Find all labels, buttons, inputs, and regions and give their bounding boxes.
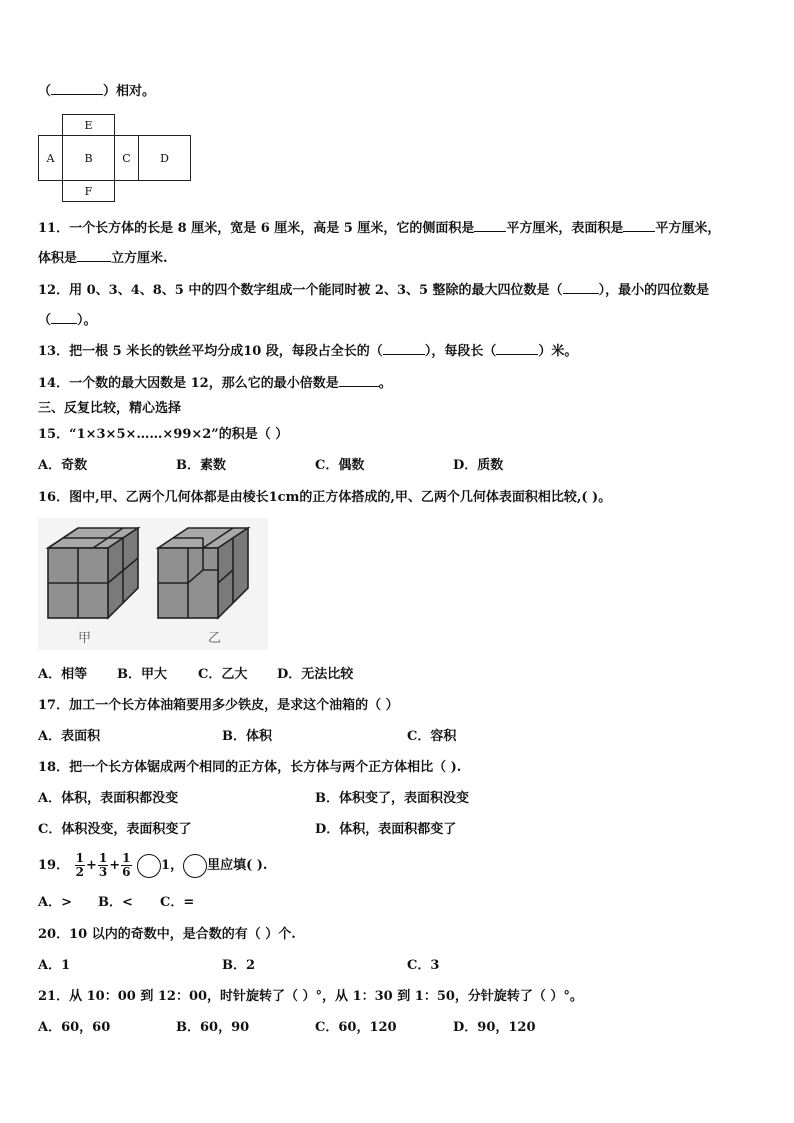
option-b[interactable]: B．体积 bbox=[222, 729, 272, 744]
q15-stem: 15．“1×3×5×……×99×2”的积是（ ） bbox=[38, 427, 289, 442]
answer-blank[interactable] bbox=[563, 281, 599, 294]
option-a[interactable]: A．奇数 bbox=[38, 458, 88, 473]
option-b[interactable]: B．< bbox=[98, 895, 133, 910]
section-heading: 三、反复比较，精心选择 bbox=[38, 401, 182, 416]
answer-blank[interactable] bbox=[496, 342, 538, 355]
circle-symbol bbox=[183, 854, 207, 878]
q11-line2: 体积是 立方厘米. bbox=[38, 251, 168, 266]
option-a[interactable]: A．表面积 bbox=[38, 729, 101, 744]
option-b[interactable]: B．60，90 bbox=[176, 1020, 250, 1035]
q17-stem: 17．加工一个长方体油箱要用多少铁皮，是求这个油箱的（ ） bbox=[38, 698, 399, 713]
q13-line: 13．把一根 5 米长的铁丝平均分成10 段，每段占全长的（ ），每段长（ ）米。 bbox=[38, 344, 578, 359]
q10-line: （ ）相对。 bbox=[38, 84, 156, 99]
q12-line1: 12．用 0、3、4、8、5 中的四个数字组成一个能同时被 2、3、5 整除的最大四位数是（ ），最小的四位数是 bbox=[38, 283, 710, 298]
answer-blank[interactable] bbox=[339, 374, 379, 387]
answer-blank[interactable] bbox=[51, 311, 77, 324]
q11-line1: 11．一个长方体的长是 8 厘米，宽是 6 厘米，高是 5 厘米，它的侧面积是 平方厘米，表面积是 平方厘米， bbox=[38, 221, 721, 236]
option-d[interactable]: D．质数 bbox=[453, 458, 504, 473]
net-face-d: D bbox=[138, 135, 191, 181]
option-b[interactable]: B．甲大 bbox=[117, 667, 167, 682]
q16-stem: 16．图中,甲、乙两个几何体都是由棱长1cm的正方体搭成的,甲、乙两个几何体表面积相比较,( )。 bbox=[38, 490, 612, 505]
q18-stem: 18．把一个长方体锯成两个相同的正方体，长方体与两个正方体相比（ ). bbox=[38, 760, 462, 775]
option-c[interactable]: C．= bbox=[160, 895, 195, 910]
net-face-f: F bbox=[62, 180, 115, 202]
fraction-half: $\frac{1}{2}$ bbox=[75, 851, 84, 879]
option-b[interactable]: B．体积变了，表面积没变 bbox=[315, 791, 469, 806]
net-face-e: E bbox=[62, 114, 115, 136]
option-c[interactable]: C．60，120 bbox=[315, 1020, 397, 1035]
option-a[interactable]: A．> bbox=[38, 895, 72, 910]
option-b[interactable]: B．素数 bbox=[176, 458, 226, 473]
q20-stem: 20．10 以内的奇数中，是合数的有（ ）个. bbox=[38, 927, 296, 942]
answer-blank[interactable] bbox=[474, 219, 506, 232]
option-b[interactable]: B．2 bbox=[222, 958, 256, 973]
option-a[interactable]: A．1 bbox=[38, 958, 71, 973]
option-a[interactable]: A．60，60 bbox=[38, 1020, 111, 1035]
fraction-sixth: $\frac{1}{6}$ bbox=[122, 851, 131, 879]
answer-blank[interactable] bbox=[77, 249, 111, 262]
option-c[interactable]: C．体积没变，表面积变了 bbox=[38, 822, 192, 837]
net-face-c: C bbox=[114, 135, 139, 181]
option-d[interactable]: D．无法比较 bbox=[277, 667, 354, 682]
q14-line: 14．一个数的最大因数是 12，那么它的最小倍数是 。 bbox=[38, 376, 392, 391]
answer-blank[interactable] bbox=[623, 219, 655, 232]
cubes-figure bbox=[38, 518, 268, 650]
fraction-third: $\frac{1}{3}$ bbox=[98, 851, 108, 879]
option-c[interactable]: C．乙大 bbox=[198, 667, 248, 682]
q12-line2: （ ）。 bbox=[38, 313, 97, 328]
label-jia: 甲 bbox=[78, 631, 92, 646]
option-d[interactable]: D．90，120 bbox=[453, 1020, 536, 1035]
answer-blank[interactable] bbox=[51, 82, 103, 95]
option-c[interactable]: C．容积 bbox=[407, 729, 457, 744]
answer-blank[interactable] bbox=[383, 342, 425, 355]
net-face-b: B bbox=[62, 135, 115, 181]
comparison-circle[interactable] bbox=[137, 854, 161, 878]
option-d[interactable]: D．体积，表面积都变了 bbox=[315, 822, 457, 837]
net-face-a: A bbox=[38, 135, 63, 181]
label-yi: 乙 bbox=[208, 631, 222, 646]
option-c[interactable]: C．3 bbox=[407, 958, 440, 973]
q19-stem: 19． $\frac{1}{2}$ + $\frac{1}{3}$ + $\frac{1}{6}$ 1， 里应填( ). bbox=[38, 851, 268, 879]
option-c[interactable]: C．偶数 bbox=[315, 458, 365, 473]
q21-stem: 21．从 10：00 到 12：00，时针旋转了（ ）°，从 1：30 到 1：50，分针旋转了（ ）°。 bbox=[38, 989, 583, 1004]
option-a[interactable]: A．相等 bbox=[38, 667, 88, 682]
option-a[interactable]: A．体积，表面积都没变 bbox=[38, 791, 179, 806]
